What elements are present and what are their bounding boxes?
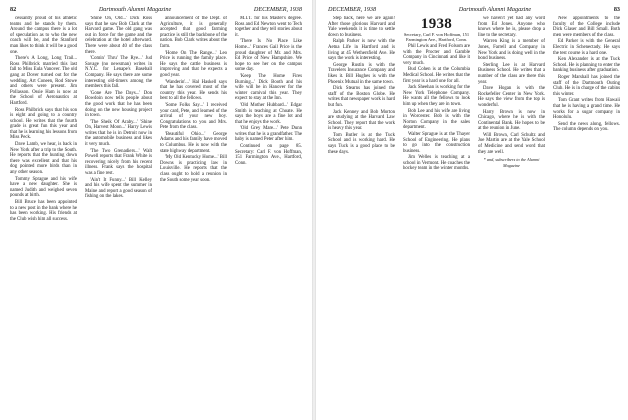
paragraph: Bob Lee and his wife are living in Worcester. Bob is with the Norton Company in the sales department. [403, 108, 470, 131]
class-secretary-line: Secretary, Carl F. von Hoffman, 151 Farmington Ave., Hartford, Conn. [403, 32, 470, 42]
paragraph: Walter Sprague is at the Thayer School of Engineering. He plans to go into the construction business. [403, 131, 470, 154]
paragraph: Phil Lewis and Fred Folsom are with the Procter and Gamble Company in Cincinnati and like it very much. [403, 44, 470, 66]
right-page-columns [328, 16, 620, 416]
paragraph: Jack Sheehan is working for the New York Telephone Company. He wants all the fellows to look him up when they are in town. [403, 85, 470, 107]
paragraph: 'The Two Grenadiers...' Walt Powell reports that Frank White is recovering nicely from his recent illness. Frank says the hospital was a fine rest. [85, 148, 152, 177]
paragraph: 'Beautiful Ohio...' George Adams and his family have moved to Columbus. He is now with the state highway department. [160, 131, 227, 154]
paragraph: Warren King is a member of Jones, Farrell and Company in New York and is doing well in the bond business. [478, 39, 545, 62]
page-number: 83 [613, 5, 620, 13]
paragraph: 'Old Mother Hubbard...' Edgar Smith is teaching at Choate. He says the boys are a fine lot and that he enjoys the work. [235, 102, 302, 125]
paragraph: Dave Lamb, we hear, is back in New York after a trip to the South. He reports that the hunting down there was excellent and that his dog pointed more birds than in any other season. [10, 142, 77, 176]
paragraph: Harry Brown is now in Chicago, where he is with the Continental Bank. He hopes to be at the reunion in June. [478, 109, 545, 132]
paragraph: George Rustin is with the Travelers Insurance Company and likes it. Bill Hughes is with the Phoenix Mutual in the same town. [328, 62, 395, 85]
paragraph: Jim Welles is teaching at a school in Vermont. He coaches the hockey team in the winter months. [403, 155, 470, 172]
paragraph: Ross Philbrick says that his son is eight and going to a country school. He writes that the fourth grade is great fun this year and that he is learning his lessons from Miss Peck. [10, 107, 77, 141]
paragraph: M.I.T. for his Master's degree. Ross and Ed Newton went to Tech together and they tell stories about it. [235, 16, 302, 38]
paragraph: we haven't yet had any word from Ed Jones. Anyone who knows where he is, please drop a line to the secretary. [478, 16, 545, 38]
issue-date: DECEMBER, 1938 [253, 5, 302, 13]
subscriber-footnote: * and, subscribers to the Alumni Magazine [483, 157, 540, 168]
paragraph: Send the news along, fellows. The column depends on you. [553, 121, 620, 133]
paragraph: Ken Alexander is at the Tuck School. He is planning to enter the banking business after graduation. [553, 57, 620, 74]
paragraph: New appointments to the faculty of the College include Dick Glaser and Bill Small. Both men were members of the class. [553, 16, 620, 38]
paragraph: Ralph Parker is now with the Aetna Life in Hartford and is living at 45 Wethersfield Ave. He says the work is interesting. [328, 39, 395, 62]
text-column [478, 16, 545, 416]
paragraph: 'Wanderin'...' Hal Haskell says that he has covered most of the country this year. He sends his best to all the fellows. [160, 79, 227, 102]
paragraph: Sterling Lee is at Harvard Business School. He writes that a number of the class are there this year. [478, 62, 545, 85]
paragraph: 'The Sheik Of Araby...' 'Shine On, Harvest Moon...' Harry Lewis writes that he is in Detroit now in the automobile business and likes it very much. [85, 119, 152, 148]
text-column [160, 16, 227, 416]
paragraph: 'Comin' Thru' The Rye...' Jud Savage (no newsman) writes in N.Y.C. for Lenape's Baseball Company. He says there are some interesting old-timers among the members this fall. [85, 56, 152, 90]
paragraph: 'Some Folks Say...' I received your card, Pete, and learned of the arrival of your new boy. Congratulations to you and Mrs. Pete from the class. [160, 102, 227, 131]
paragraph: 'My Old Kentucky Home...' Bill Downs is practicing law in Louisville. He reports that the class ought to hold a reunion in the South some year soon. [160, 155, 227, 183]
text-column [328, 16, 395, 416]
text-column [553, 16, 620, 416]
right-page [318, 0, 628, 420]
paragraph: 'Home On The Range...' Leo Price is running the family place. He says the cattle business is improving and that he expects a good year. [160, 50, 227, 78]
class-year-heading: 1938 [420, 16, 453, 32]
paragraph: 'Gone Are The Days...' Don Bowdoin now tells people about the good work that he has been doing on the new housing project in town. [85, 90, 152, 119]
paragraph: Dick Stearns has joined the staff of the Boston Globe. He writes that newspaper work is hard but fun. [328, 86, 395, 108]
paragraph: There's A Long, Long Trail... Ross Philbrick married this last fall to Miss Eula Vanover. The old gang at Dover turned out for the wedding. Art Coneen, Rod Stowe and others were present. Jim Pollasson. Ossie Ham is now at the School of Aeronautics at Hartford. [10, 56, 77, 106]
running-title: Dartmouth Alumni Magazine [458, 5, 532, 13]
running-title: Dartmouth Alumni Magazine [98, 5, 172, 13]
paragraph: announcement of the Dept. of Agriculture, it is generally accepted that good farming practice is still the backbone of the nation. Bob Clark writes about the farm. [160, 16, 227, 49]
paragraph: Continued on page 85. Secretary: Carl F. von Hoffman, 151 Farmington Ave., Hartford, Conn. [235, 144, 302, 166]
text-column [403, 16, 470, 416]
paragraph: Will Brown, Carl Schultz and Joe Martin are at the Yale School of Medicine and send word that they are well. [478, 132, 545, 155]
paragraph: 'Keep The Home Fires Burning...' Dick Booth and his wife will be in Hanover for the winter carnival this year. They expect to stay at the Inn. [235, 73, 302, 102]
paragraph: 'Shine On, Old...' Dick Ross says that he saw Bob Clark at the Harvard game. The old gang was out in force for the game and the celebration at the hotel afterward. There were about 40 of the class there. [85, 16, 152, 55]
paragraph: Ed Parker is with the General Electric in Schenectady. He says the test course is a hard one. [553, 39, 620, 56]
paragraph: Bud Cohen is at the Columbia Medical School. He writes that the first year is a hard one for all. [403, 67, 470, 84]
text-column [10, 16, 77, 416]
paragraph: 'Ain't It Funny...' Bill Kelley and his wife spent the summer in Maine and report a good season of fishing on the lakes. [85, 177, 152, 200]
paragraph: Step back, here we are again! After those glorious Harvard and Yale weekends it is time to settle down to business. [328, 16, 395, 38]
paragraph: cessantly proud of his athletic teams and he stands by them. Around the campus there is a lot of speculation as to who the new coach will be, and the Stanford man likes to think it will be a good one. [10, 16, 77, 55]
paragraph: Jack Kenney and Bob Morton are studying at the Harvard Law School. They report that the work is heavy this year. [328, 109, 395, 132]
right-page-header [328, 4, 620, 14]
paragraph: Bill Bruce has been appointed to a new post in the bank where he has been working. His friends at the Club wish him all success. [10, 200, 77, 222]
paragraph: 'Old Grey Mare...' Pete Dunn writes that he is a grandfather. The baby is named Peter after him. [235, 126, 302, 143]
paragraph: Tom Butler is at the Tuck School and is working hard. He says Tuck is a good place to be these days. [328, 132, 395, 155]
text-column [85, 16, 152, 416]
issue-date: DECEMBER, 1938 [328, 5, 377, 13]
paragraph: Tommy Sprague and his wife have a new daughter. She is named Judith and weighed seven pounds at birth. [10, 176, 77, 199]
left-page [0, 0, 310, 420]
left-page-columns [10, 16, 302, 416]
paragraph: Roger Marshall has joined the staff of the Dartmouth Outing Club. He is in charge of the cabins this winter. [553, 74, 620, 97]
text-column [235, 16, 302, 416]
page-number: 82 [10, 5, 17, 13]
paragraph: 'There Is No Place Like Home...' Frances Gail Price is the proud daughter of Mr. and Mrs. Ed Price of New Hampshire. We hope to see her on the campus some day. [235, 39, 302, 73]
left-page-header [10, 4, 302, 14]
paragraph: Tom Grant writes from Hawaii that he is having a grand time. He works for a sugar company in Honolulu. [553, 98, 620, 121]
paragraph: Dave Hogan is with the Rockefeller Center in New York. He says the view from the top is wonderful. [478, 86, 545, 108]
page-gutter [312, 0, 316, 420]
